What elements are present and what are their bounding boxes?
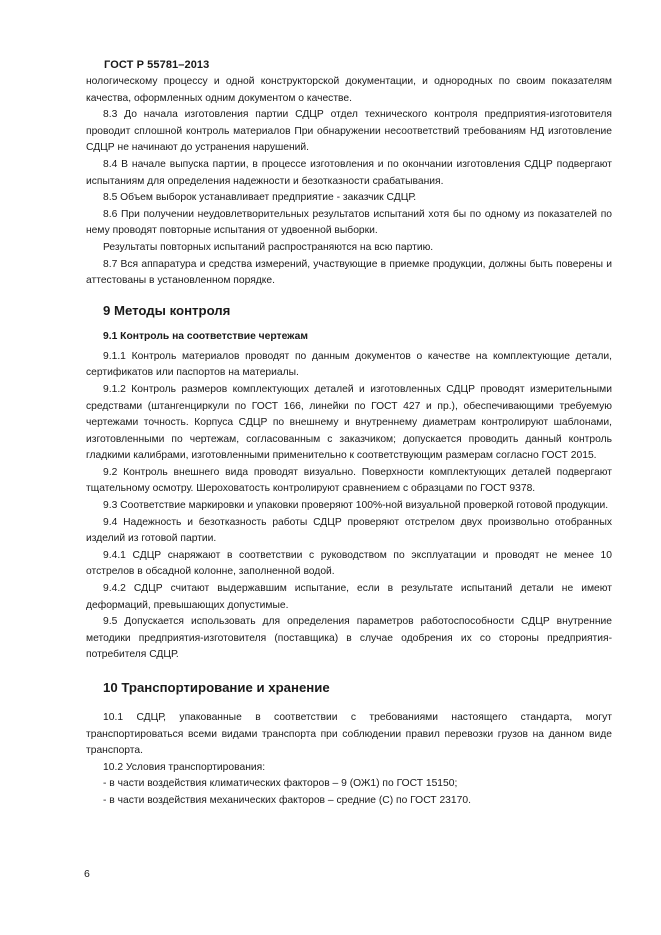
paragraph-9-1-2: 9.1.2 Контроль размеров комплектующих деталей и изготовленных СДЦР проводят измерительными средствами (штангенциркули по ГОСТ 166, линейки по ГОСТ 427 и пр.), обеспечивающими требуемую чертежами точность. Корпуса СДЦР по внешнему и внутреннему диаметрам контролируют шаблонами, изготовленными по чертежам, согласованным с заказчиком; допускается проводить данный контроль гладкими калибрами, изготовленными применительно к соответствующим размерам согласно ГОСТ 2015. — [86, 383, 612, 462]
paragraph-8-6-note: Результаты повторных испытаний распространяются на всю партию. — [103, 241, 434, 253]
paragraph-8-5: 8.5 Объем выборок устанавливает предприятие - заказчик СДЦР. — [103, 192, 417, 204]
section-9-1-subtitle: 9.1 Контроль на соответствие чертежам — [103, 330, 308, 342]
section-10-title: 10 Транспортирование и хранение — [103, 680, 330, 695]
section-10-content — [86, 710, 612, 810]
paragraph-9-5: 9.5 Допускается использовать для определения параметров работоспособности СДЦР внутренние методики предприятия-изготовителя (поставщика) в случае одобрения их со стороны предприятия-потребителя СДЦР. — [86, 616, 612, 661]
list-item-mechanical: - в части воздействия механических факторов – средние (С) по ГОСТ 23170. — [103, 794, 471, 806]
paragraph-10-2: 10.2 Условия транспортирования: — [103, 761, 266, 773]
paragraph-8-3: 8.3 До начала изготовления партии СДЦР отдел технического контроля предприятия-изготовителя проводит сплошной контроль материалов При обнаружении несоответствий требованиям НД изготовление СДЦР не начинают до устранения нарушений. — [86, 109, 612, 154]
list-item-climatic: - в части воздействия климатических факторов – 9 (ОЖ1) по ГОСТ 15150; — [103, 778, 458, 790]
paragraph-9-1-1: 9.1.1 Контроль материалов проводят по данным документов о качестве на комплектующие детали, сертификатов или паспортов на материалы. — [86, 350, 612, 379]
page-number: 6 — [84, 868, 90, 880]
document-body — [86, 74, 612, 810]
paragraph-9-4-1: 9.4.1 СДЦР снаряжают в соответствии с руководством по эксплуатации и проводят не менее 10 отстрелов в обсадной колонне, заполненной водой. — [86, 549, 612, 578]
paragraph-9-4-2: 9.4.2 СДЦР считают выдержавшим испытание, если в результате испытаний детали не имеют деформаций, превышающих допустимые. — [86, 583, 612, 611]
paragraph-8-6: 8.6 При получении неудовлетворительных результатов испытаний хотя бы по одному из показателей по нему проводят повторные испытания от удвоенной выборки. — [86, 208, 612, 237]
paragraph-9-4: 9.4 Надежность и безотказность работы СДЦР проверяют отстрелом двух произвольно отобранных изделий из готовой партии. — [86, 516, 612, 545]
paragraph-9-3: 9.3 Соответствие маркировки и упаковки проверяют 100%-ной визуальной проверкой готовой продукции. — [103, 500, 609, 512]
paragraph-8-4: 8.4 В начале выпуска партии, в процессе изготовления и по окончании изготовления СДЦР подвергают испытаниям для определения надежности и безотказности срабатывания. — [86, 158, 612, 187]
paragraph-10-1: 10.1 СДЦР, упакованные в соответствии с требованиями настоящего стандарта, могут транспортироваться всеми видами транспорта при соблюдении правил перевозки грузов на данном виде транспорта. — [86, 712, 612, 757]
document-header: ГОСТ Р 55781–2013 — [104, 59, 210, 71]
paragraph-8-7: 8.7 Вся аппаратура и средства измерений, участвующие в приемке продукции, должны быть поверены и аттестованы в установленном порядке. — [86, 258, 612, 287]
section-9-title: 9 Методы контроля — [103, 302, 231, 318]
paragraph-continuation: нологическому процессу и одной конструкторской документации, и однородных по своим показателям качества, оформленных одним документом о качестве. — [86, 76, 612, 104]
section-9-content — [86, 349, 612, 664]
paragraph-9-2: 9.2 Контроль внешнего вида проводят визуально. Поверхности комплектующих деталей подвергают тщательному осмотру. Шероховатость контролируют сравнением с образцами по ГОСТ 9378. — [86, 466, 612, 495]
